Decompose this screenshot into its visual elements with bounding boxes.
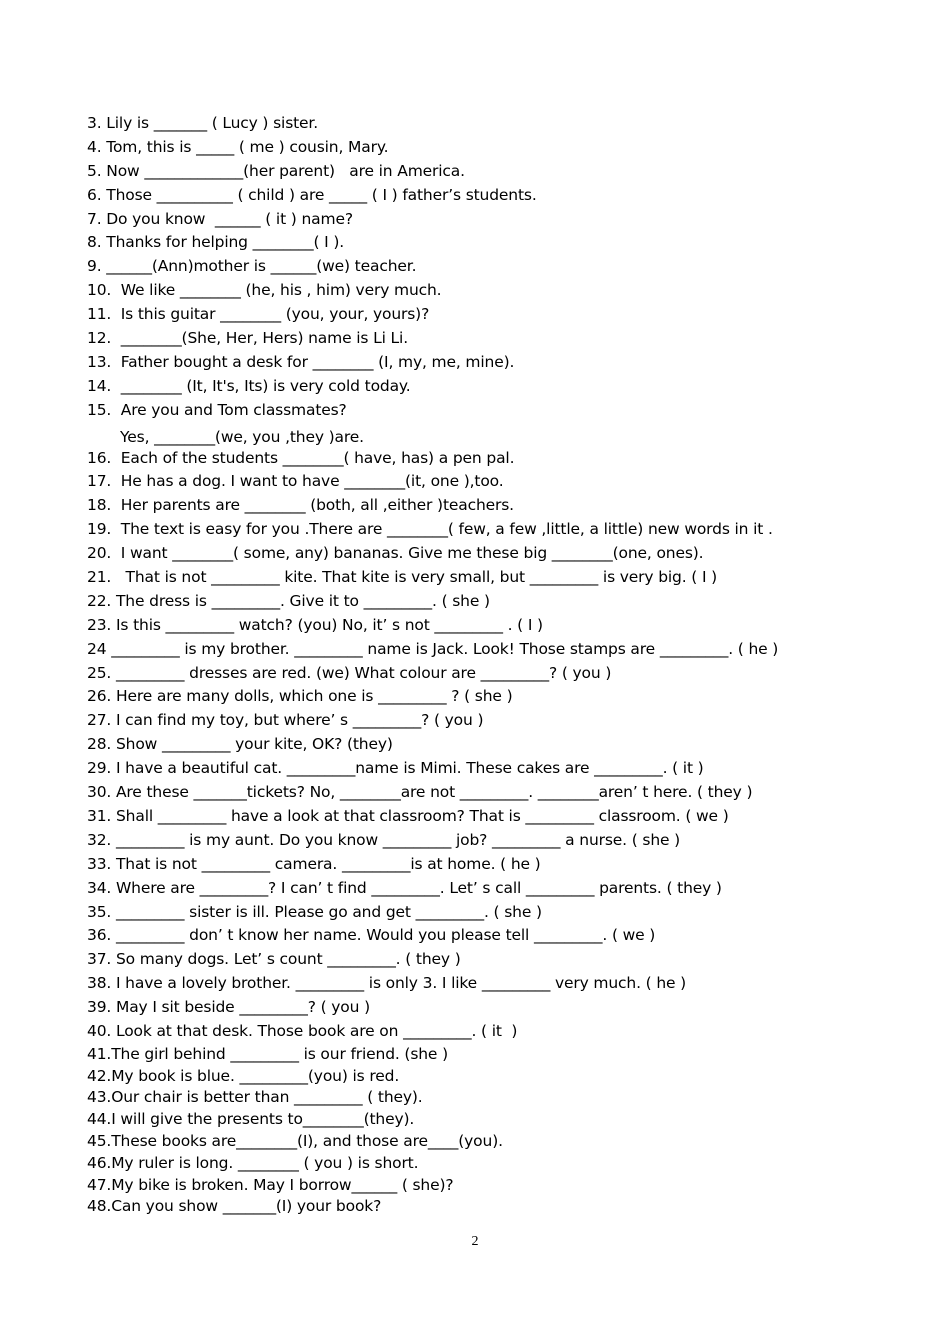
exercise-item: 31. Shall _________ have a look at that classroom? That is _________ classroom. ( we ) — [87, 806, 729, 825]
exercise-item: 9. ______(Ann)mother is ______(we) teacher. — [87, 257, 417, 276]
exercise-item: 17. He has a dog. I want to have ________(it, one ),too. — [87, 472, 504, 491]
exercise-item: 47.My bike is broken. May I borrow______ ( she)? — [87, 1175, 454, 1194]
exercise-item: 23. Is this _________ watch? (you) No, it’ s not _________ . ( I ) — [87, 615, 543, 634]
exercise-item: 16. Each of the students ________( have, has) a pen pal. — [87, 448, 515, 467]
exercise-item: 32. _________ is my aunt. Do you know _________ job? _________ a nurse. ( she ) — [87, 830, 681, 849]
exercise-item: 5. Now _____________(her parent) are in America. — [87, 161, 465, 180]
exercise-item: 12. ________(She, Her, Hers) name is Li Li. — [87, 329, 408, 348]
exercise-item: 25. _________ dresses are red. (we) What colour are _________? ( you ) — [87, 663, 612, 682]
exercise-item: 6. Those __________ ( child ) are _____ ( I ) father’s students. — [87, 185, 537, 204]
exercise-item: 13. Father bought a desk for ________ (I, my, me, mine). — [87, 352, 515, 371]
exercise-item: 39. May I sit beside _________? ( you ) — [87, 998, 370, 1017]
exercise-item: 42.My book is blue. _________(you) is red. — [87, 1066, 400, 1085]
page-number: 2 — [471, 1234, 479, 1249]
exercise-item: 21. That is not _________ kite. That kite is very small, but _________ is very big. ( I ) — [87, 568, 718, 587]
exercise-item: 7. Do you know ______ ( it ) name? — [87, 209, 353, 228]
exercise-item: 18. Her parents are ________ (both, all ,either )teachers. — [87, 496, 514, 515]
exercise-item: 44.I will give the presents to________(they). — [87, 1110, 415, 1129]
exercise-item: 40. Look at that desk. Those book are on _________. ( it ) — [87, 1021, 518, 1040]
exercise-item: 29. I have a beautiful cat. _________name is Mimi. These cakes are _________. ( it ) — [87, 759, 704, 778]
exercise-item: 24 _________ is my brother. _________ name is Jack. Look! Those stamps are _________. ( he ) — [87, 639, 779, 658]
exercise-item: 14. ________ (It, It's, Its) is very cold today. — [87, 376, 411, 395]
exercise-item: 37. So many dogs. Let’ s count _________. ( they ) — [87, 950, 461, 969]
exercise-item: 36. _________ don’ t know her name. Would you please tell _________. ( we ) — [87, 926, 656, 945]
exercise-item: 26. Here are many dolls, which one is _________ ? ( she ) — [87, 687, 513, 706]
exercise-item: 10. We like ________ (he, his , him) very much. — [87, 281, 442, 300]
exercise-item: 48.Can you show _______(I) your book? — [87, 1197, 382, 1216]
exercise-item: 41.The girl behind _________ is our friend. (she ) — [87, 1044, 448, 1063]
exercise-item: 46.My ruler is long. ________ ( you ) is short. — [87, 1153, 419, 1172]
exercise-item: 8. Thanks for helping ________( I ). — [87, 233, 344, 252]
exercise-item: 15. Are you and Tom classmates? — [87, 400, 347, 419]
exercise-item: 43.Our chair is better than _________ ( they). — [87, 1088, 423, 1107]
exercise-item: 33. That is not _________ camera. _________is at home. ( he ) — [87, 854, 541, 873]
exercise-item: 27. I can find my toy, but where’ s _________? ( you ) — [87, 711, 484, 730]
exercise-item: 22. The dress is _________. Give it to _________. ( she ) — [87, 591, 490, 610]
exercise-item: 35. _________ sister is ill. Please go and get _________. ( she ) — [87, 902, 542, 921]
exercise-item: 3. Lily is _______ ( Lucy ) sister. — [87, 114, 319, 132]
exercise-item: 38. I have a lovely brother. _________ is only 3. I like _________ very much. ( he ) — [87, 974, 687, 993]
exercise-list — [87, 112, 917, 1218]
exercise-item: 20. I want ________( some, any) bananas. Give me these big ________(one, ones). — [87, 544, 704, 563]
exercise-item-answer-line: Yes, ________(we, you ,they )are. — [120, 427, 364, 446]
exercise-item: 28. Show _________ your kite, OK? (they) — [87, 735, 393, 754]
exercise-item: 45.These books are________(I), and those are____(you). — [87, 1132, 503, 1151]
exercise-item: 34. Where are _________? I can’ t find _________. Let’ s call _________ parents. ( they ) — [87, 878, 722, 897]
exercise-item: 11. Is this guitar ________ (you, your, yours)? — [87, 305, 430, 324]
exercise-item: 30. Are these _______tickets? No, ________are not _________. ________aren’ t here. ( they ) — [87, 783, 753, 802]
exercise-item: 4. Tom, this is _____ ( me ) cousin, Mary. — [87, 137, 389, 156]
exercise-item: 19. The text is easy for you .There are ________( few, a few ,little, a little) new words in it . — [87, 520, 773, 539]
